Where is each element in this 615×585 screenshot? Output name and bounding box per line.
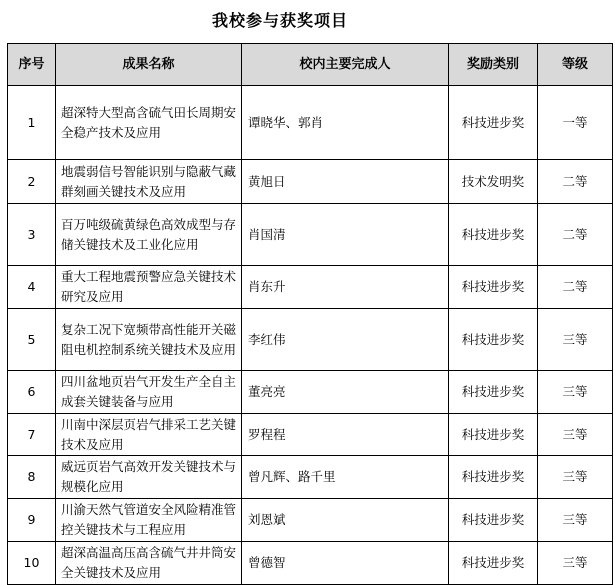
table-row: [8, 204, 613, 266]
row-grade: 二等: [538, 266, 613, 309]
table-row: [8, 160, 613, 204]
row-award-type: 科技进步奖: [449, 86, 538, 160]
header-award-type: 奖励类别: [449, 44, 538, 86]
row-persons: 曾德智: [242, 542, 449, 585]
header-index: 序号: [8, 44, 56, 86]
row-award-type: 科技进步奖: [449, 542, 538, 585]
row-award-type: 科技进步奖: [449, 266, 538, 309]
row-index: 3: [8, 204, 56, 266]
row-index: 7: [8, 414, 56, 456]
row-achievement: 超深高温高压高含硫气井井筒安全关键技术及应用: [56, 542, 242, 585]
row-award-type: 科技进步奖: [449, 414, 538, 456]
table-row: [8, 266, 613, 309]
row-index: 4: [8, 266, 56, 309]
row-persons: 肖国清: [242, 204, 449, 266]
row-grade: 二等: [538, 160, 613, 204]
row-grade: 三等: [538, 456, 613, 499]
row-index: 5: [8, 309, 56, 371]
row-persons: 肖东升: [242, 266, 449, 309]
row-grade: 三等: [538, 499, 613, 542]
table-row: [8, 542, 613, 585]
table-row: [8, 499, 613, 542]
row-achievement: 百万吨级硫黄绿色高效成型与存储关键技术及工业化应用: [56, 204, 242, 266]
row-persons: 谭晓华、郭肖: [242, 86, 449, 160]
row-award-type: 科技进步奖: [449, 371, 538, 414]
row-persons: 曾凡辉、路千里: [242, 456, 449, 499]
row-award-type: 科技进步奖: [449, 309, 538, 371]
row-achievement: 地震弱信号智能识别与隐蔽气藏群刻画关键技术及应用: [56, 160, 242, 204]
row-persons: 黄旭日: [242, 160, 449, 204]
table-row: [8, 414, 613, 456]
row-grade: 三等: [538, 309, 613, 371]
row-index: 6: [8, 371, 56, 414]
row-achievement: 超深特大型高含硫气田长周期安全稳产技术及应用: [56, 86, 242, 160]
table-row: [8, 371, 613, 414]
row-achievement: 复杂工况下宽频带高性能开关磁阻电机控制系统关键技术及应用: [56, 309, 242, 371]
header-persons: 校内主要完成人: [242, 44, 449, 86]
table-row: [8, 309, 613, 371]
header-grade: 等级: [538, 44, 613, 86]
row-grade: 二等: [538, 204, 613, 266]
row-award-type: 科技进步奖: [449, 456, 538, 499]
row-grade: 三等: [538, 414, 613, 456]
row-achievement: 重大工程地震预警应急关键技术研究及应用: [56, 266, 242, 309]
row-award-type: 科技进步奖: [449, 204, 538, 266]
row-achievement: 川渝天然气管道安全风险精准管控关键技术与工程应用: [56, 499, 242, 542]
row-award-type: 技术发明奖: [449, 160, 538, 204]
table-row: [8, 456, 613, 499]
header-row: [8, 44, 613, 86]
header-achievement: 成果名称: [56, 44, 242, 86]
row-grade: 三等: [538, 371, 613, 414]
row-index: 1: [8, 86, 56, 160]
row-achievement: 四川盆地页岩气开发生产全自主成套关键装备与应用: [56, 371, 242, 414]
row-grade: 一等: [538, 86, 613, 160]
table-row: [8, 86, 613, 160]
row-index: 2: [8, 160, 56, 204]
row-achievement: 威远页岩气高效开发关键技术与规模化应用: [56, 456, 242, 499]
row-persons: 刘恩斌: [242, 499, 449, 542]
row-award-type: 科技进步奖: [449, 499, 538, 542]
row-index: 9: [8, 499, 56, 542]
row-persons: 董亮亮: [242, 371, 449, 414]
row-index: 10: [8, 542, 56, 585]
award-table: [7, 43, 613, 585]
row-achievement: 川南中深层页岩气排采工艺关键技术及应用: [56, 414, 242, 456]
row-persons: 罗程程: [242, 414, 449, 456]
row-grade: 三等: [538, 542, 613, 585]
row-persons: 李红伟: [242, 309, 449, 371]
row-index: 8: [8, 456, 56, 499]
page-title: 我校参与获奖项目: [211, 11, 348, 30]
